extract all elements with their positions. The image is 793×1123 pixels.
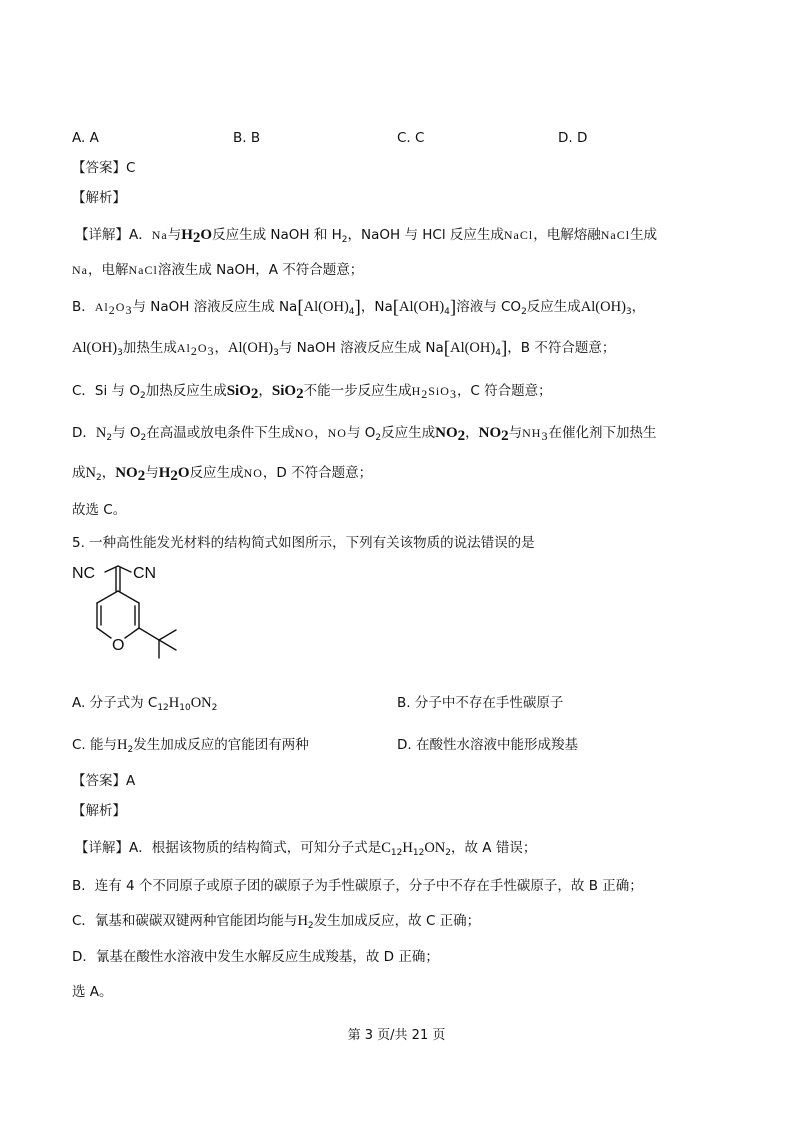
q5-option-d: D. 在酸性水溶液中能形成羧基 (397, 737, 578, 753)
page-footer: 第 3 页/共 21 页 (347, 1028, 446, 1043)
q5-conclusion: 选 A。 (72, 984, 113, 1000)
q4-detail-line-3: B．$Al_2O_3$与 NaOH 溶液反应生成 $Na[Al(OH)_4]$，$Na[Al(OH)_4]$溶液与 $CO_2$反应生成$Al(OH)_3$， (72, 297, 646, 318)
molecule-label-nc: NC (72, 565, 96, 582)
q5-option-c: C. 能与$H_2$发生加成反应的官能团有两种 (72, 737, 309, 755)
q5-detail-line-b: B．连有 4 个不同原子或原子团的碳原子为手性碳原子，分子中不存在手性碳原子，故 B 正确； (72, 878, 643, 894)
q4-answer-value: C (126, 160, 136, 176)
q5-detail-line-a: 【详解】A．根据该物质的结构简式，可知分子式是$C_{12}H_{12}ON_2$，故 A 错误； (75, 840, 537, 858)
q4-detail-line-4: $Al(OH)_3$加热生成$Al_2O_3$，$Al(OH)_3$与 NaOH 溶液反应生成 $Na[Al(OH)_4]$，B 不符合题意； (72, 338, 616, 359)
q5-option-a: A. 分子式为 $C_{12}H_{10}ON_2$ (72, 695, 218, 713)
q4-detail-line-7: 成$N_2$，$NO_2$与$H_2O$反应生成NO，D 不符合题意； (72, 465, 373, 484)
molecule-label-o: O (112, 637, 125, 654)
q4-detail-line-6: D．$N_2$与 $O_2$在高温或放电条件下生成NO，NO与 $O_2$反应生成$NO_2$，$NO_2$与$NH_3$在催化剂下加热生 (72, 425, 657, 444)
q4-detail-line-1: 【详解】A．Na与$H_2O$反应生成 NaOH 和 $H_2$，NaOH 与 HCl 反应生成NaCl，电解熔融NaCl生成 (75, 227, 658, 246)
q5-stem: 5. 一种高性能发光材料的结构简式如图所示，下列有关该物质的说法错误的是 (72, 535, 535, 551)
q4-detail-line-2: Na，电解NaCl溶液生成 NaOH，A 不符合题意； (72, 262, 364, 278)
q5-answer-value: A (126, 773, 136, 789)
q4-answer-line: 【答案】C (72, 160, 136, 176)
q5-answer-line: 【答案】A (72, 773, 136, 789)
q4-detail-line-5: C．Si 与 $O_2$加热反应生成SiO$_2$，SiO$_2$不能一步反应生成$H_2SiO_3$，C 符合题意； (72, 383, 552, 402)
q4-option-d: D. D (558, 130, 588, 146)
q5-analysis-label: 【解析】 (72, 803, 126, 819)
q4-analysis-label: 【解析】 (72, 190, 126, 206)
q4-option-a: A. A (72, 130, 99, 146)
q5-detail-line-c: C．氰基和碳碳双键两种官能团均能与$H_2$发生加成反应，故 C 正确； (72, 913, 481, 931)
molecule-label-cn: CN (133, 565, 157, 582)
q5-option-b: B. 分子中不存在手性碳原子 (397, 695, 564, 711)
q5-detail-line-d: D．氰基在酸性水溶液中发生水解反应生成羧基，故 D 正确； (72, 949, 439, 965)
q4-option-c: C. C (397, 130, 425, 146)
q4-conclusion: 故选 C。 (72, 502, 127, 518)
q4-option-b: B. B (233, 130, 261, 146)
molecule-structure (70, 558, 190, 673)
